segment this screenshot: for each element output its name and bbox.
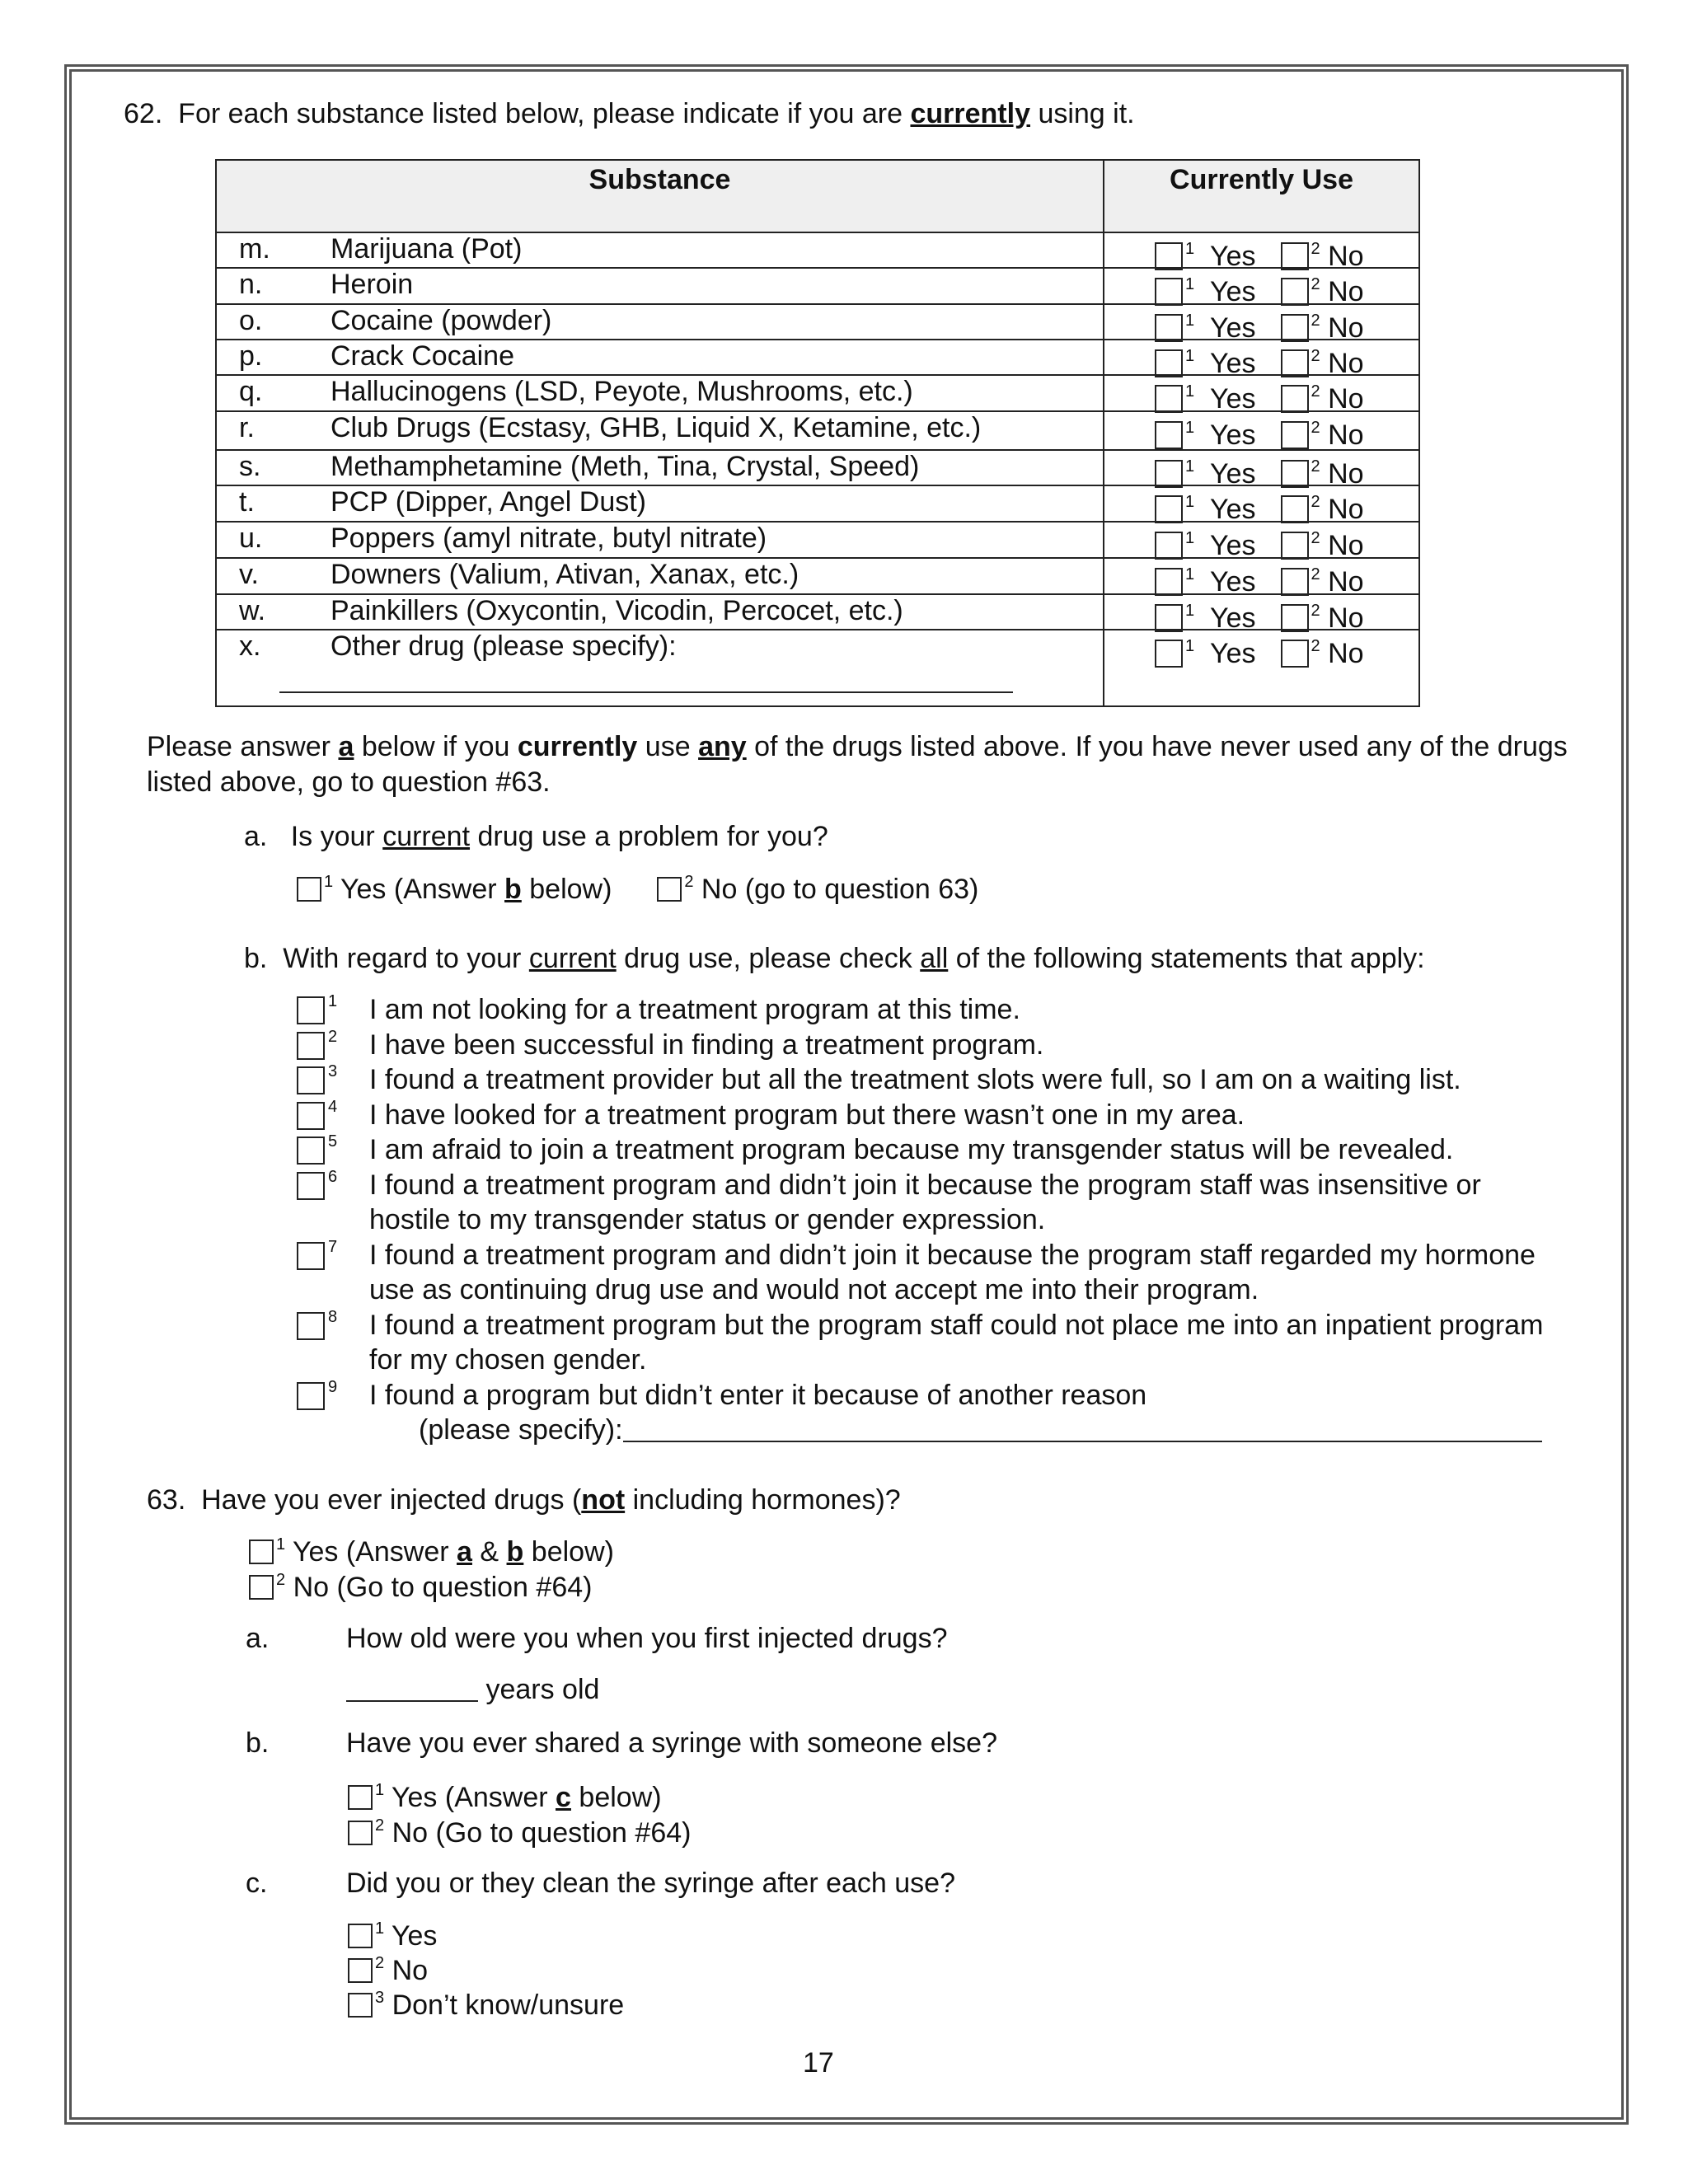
q63b-no-checkbox[interactable] (348, 1821, 373, 1845)
yes-checkbox[interactable] (1155, 460, 1183, 488)
currently-use-options: $^1$ Yes $^2$ No (1155, 449, 1364, 492)
substance-name: Methamphetamine (Meth, Tina, Crystal, Speed) (331, 451, 920, 482)
substance-name: Cocaine (powder) (331, 305, 552, 336)
currently-use-options: $^1$ Yes $^2$ No (1155, 485, 1364, 527)
row-letter: q. (239, 376, 263, 407)
row-letter: u. (239, 523, 263, 554)
table-row (217, 629, 1418, 705)
q62a-no-checkbox[interactable] (657, 877, 682, 902)
yes-checkbox[interactable] (1155, 314, 1183, 342)
q62b-prompt: b. With regard to your current drug use, please check all of the following statements that apply: (244, 943, 1425, 974)
q63b-no-option: $^2$ No (Go to question #64) (348, 1816, 691, 1850)
row-letter: w. (239, 595, 266, 626)
row-letter: m. (239, 233, 270, 265)
table-row (217, 485, 1418, 523)
statement-checkbox[interactable] (297, 1382, 325, 1410)
currently-use-options: $^1$ Yes $^2$ No (1155, 374, 1364, 417)
table-row (217, 339, 1418, 379)
row-letter: s. (239, 451, 261, 482)
currently-use-options: $^1$ Yes $^2$ No (1155, 303, 1364, 346)
statement-checkbox[interactable] (297, 1172, 325, 1200)
statement-checkbox[interactable] (297, 1312, 325, 1340)
no-checkbox[interactable] (1281, 278, 1309, 306)
q63c-prompt: Did you or they clean the syringe after each use? (346, 1868, 955, 1899)
yes-checkbox[interactable] (1155, 495, 1183, 523)
statement-checkbox[interactable] (297, 1242, 325, 1270)
table-row (217, 593, 1418, 634)
substance-name: Marijuana (Pot) (331, 233, 523, 265)
substance-name: Downers (Valium, Ativan, Xanax, etc.) (331, 559, 799, 590)
row-letter: r. (239, 412, 255, 443)
q63c-option: $^2$ No (348, 1953, 428, 1988)
currently-use-options: $^1$ Yes $^2$ No (1155, 557, 1364, 600)
yes-checkbox[interactable] (1155, 242, 1183, 270)
q63a-answer: years old (346, 1673, 599, 1707)
table-row (217, 410, 1418, 451)
no-checkbox[interactable] (1281, 421, 1309, 449)
currently-use-options: $^1$ Yes $^2$ No (1155, 232, 1364, 274)
other-drug-specify-blank[interactable] (279, 667, 1013, 693)
statement-checkbox[interactable] (297, 1102, 325, 1130)
yes-checkbox[interactable] (1155, 349, 1183, 377)
substance-table (215, 159, 1420, 707)
currently-use-options: $^1$ Yes $^2$ No (1155, 521, 1364, 564)
no-checkbox[interactable] (1281, 460, 1309, 488)
row-letter: v. (239, 559, 259, 590)
q63-no-option: $^2$ No (Go to question #64) (249, 1570, 592, 1605)
substance-column-header: Substance (588, 164, 731, 195)
row-letter: t. (239, 486, 255, 518)
statement-checkbox[interactable] (297, 1137, 325, 1165)
no-checkbox[interactable] (1281, 495, 1309, 523)
q63-yes-checkbox[interactable] (249, 1540, 274, 1564)
no-checkbox[interactable] (1281, 568, 1309, 596)
q63a-prompt: How old were you when you first injected drugs? (346, 1623, 948, 1654)
q63c-label: c. (246, 1868, 268, 1899)
table-row (217, 449, 1418, 490)
age-blank[interactable] (346, 1675, 478, 1702)
no-checkbox[interactable] (1281, 604, 1309, 632)
substance-name: PCP (Dipper, Angel Dust) (331, 486, 646, 518)
q63b-prompt: Have you ever shared a syringe with someone else? (346, 1727, 997, 1759)
q63c-checkbox[interactable] (348, 1958, 373, 1983)
yes-checkbox[interactable] (1155, 278, 1183, 306)
row-letter: n. (239, 269, 263, 300)
table-row (217, 232, 1418, 272)
yes-checkbox[interactable] (1155, 421, 1183, 449)
yes-checkbox[interactable] (1155, 604, 1183, 632)
yes-checkbox[interactable] (1155, 640, 1183, 668)
q63b-label: b. (246, 1727, 270, 1759)
q63c-option: $^1$ Yes (348, 1919, 437, 1953)
column-divider (1103, 161, 1104, 705)
statement-checkbox[interactable] (297, 1066, 325, 1094)
yes-checkbox[interactable] (1155, 385, 1183, 413)
q62-prompt: 62. For each substance listed below, please indicate if you are currently using it. (124, 98, 1135, 129)
q63-yes-option: $^1$ Yes (Answer a & b below) (249, 1535, 614, 1569)
row-letter: o. (239, 305, 263, 336)
q63b-yes-checkbox[interactable] (348, 1785, 373, 1810)
page-number: 17 (803, 2047, 834, 2079)
substance-name: Hallucinogens (LSD, Peyote, Mushrooms, etc.) (331, 376, 913, 407)
substance-name: Other drug (please specify): (331, 630, 677, 662)
q63b-yes-option: $^1$ Yes (Answer c below) (348, 1780, 662, 1815)
substance-name: Club Drugs (Ecstasy, GHB, Liquid X, Ketamine, etc.) (331, 412, 982, 443)
statement-checkbox[interactable] (297, 996, 325, 1024)
q62b-specify-blank[interactable] (623, 1416, 1542, 1442)
no-checkbox[interactable] (1281, 532, 1309, 560)
no-checkbox[interactable] (1281, 314, 1309, 342)
statement-checkbox[interactable] (297, 1032, 325, 1060)
substance-name: Painkillers (Oxycontin, Vicodin, Percocet, etc.) (331, 595, 903, 626)
currently-use-options: $^1$ Yes $^2$ No (1155, 629, 1364, 672)
q62a-prompt: a. Is your current drug use a problem for you? (244, 821, 828, 852)
table-row (217, 521, 1418, 559)
table-row (217, 557, 1418, 598)
currently-use-options: $^1$ Yes $^2$ No (1155, 339, 1364, 382)
q63-prompt: 63. Have you ever injected drugs (not including hormones)? (147, 1484, 901, 1516)
currently-use-column-header: Currently Use (1170, 164, 1353, 195)
no-checkbox[interactable] (1281, 242, 1309, 270)
no-checkbox[interactable] (1281, 349, 1309, 377)
no-checkbox[interactable] (1281, 385, 1309, 413)
currently-use-options: $^1$ Yes $^2$ No (1155, 593, 1364, 636)
q62-instructions: Please answer a below if you currently use any of the drugs listed above. If you have never used any of the drugs listed above, go to question #63. (147, 731, 1568, 798)
yes-checkbox[interactable] (1155, 532, 1183, 560)
table-row (217, 303, 1418, 344)
q63a-label: a. (246, 1623, 270, 1654)
row-letter: p. (239, 340, 263, 372)
q62a-yes-checkbox[interactable] (297, 877, 321, 902)
substance-name: Heroin (331, 269, 414, 300)
currently-use-options: $^1$ Yes $^2$ No (1155, 410, 1364, 453)
yes-checkbox[interactable] (1155, 568, 1183, 596)
substance-name: Poppers (amyl nitrate, butyl nitrate) (331, 523, 767, 554)
q63-no-checkbox[interactable] (249, 1575, 274, 1600)
currently-use-options: $^1$ Yes $^2$ No (1155, 267, 1364, 310)
row-letter: x. (239, 630, 261, 662)
table-row (217, 267, 1418, 305)
q63c-option: $^3$ Don’t know/unsure (348, 1988, 624, 2022)
q62a-options: $^1$ Yes (Answer b below) $^2$ No (go to question 63) (297, 872, 978, 907)
q63c-checkbox[interactable] (348, 1993, 373, 2018)
table-row (217, 374, 1418, 415)
substance-name: Crack Cocaine (331, 340, 514, 372)
q63c-checkbox[interactable] (348, 1924, 373, 1948)
q62b-specify: (please specify): (419, 1413, 1542, 1447)
no-checkbox[interactable] (1281, 640, 1309, 668)
